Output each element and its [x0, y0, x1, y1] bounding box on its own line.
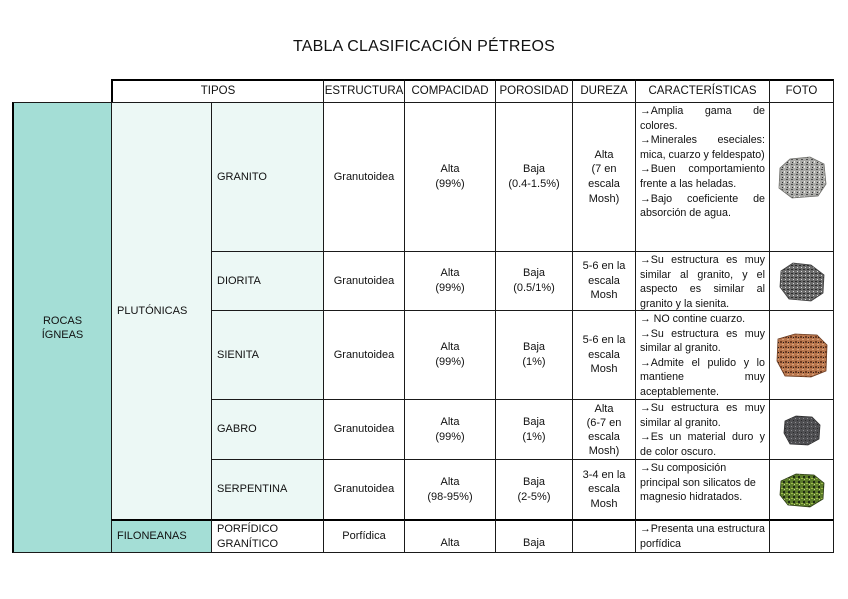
compacidad-line: (99%)	[435, 282, 465, 294]
dureza-line: Mosh	[590, 497, 618, 510]
dureza-line: escala	[588, 483, 620, 496]
compacidad-cell	[404, 102, 496, 252]
porosidad-line: Baja	[522, 341, 546, 354]
subgroup-filoneanas: FILONEANAS	[111, 519, 212, 553]
dureza-line: escala	[588, 178, 620, 190]
compacidad-line: (99%)	[435, 430, 465, 443]
dureza-line: 5-6 en la	[582, 260, 626, 273]
estructura-cell: Granutoidea	[323, 251, 405, 311]
caracteristica-item: →Es un material duro y de color oscuro.	[640, 431, 765, 458]
caracteristicas-cell	[635, 399, 770, 460]
compacidad-line: Alta	[440, 163, 460, 176]
estructura-cell: Granutoidea	[323, 459, 405, 520]
caracteristicas-cell	[635, 519, 770, 553]
caracteristica-item: →Buen comportamiento frente a las heladas.	[640, 163, 765, 190]
compacidad-cell	[404, 310, 496, 400]
caracteristicas-cell	[635, 102, 770, 252]
estructura-cell: Granutoidea	[323, 102, 405, 252]
header-compacidad: COMPACIDAD	[404, 79, 496, 103]
caracteristica-item: →Su composición principal son silicatos de magnesio hidratados.	[640, 462, 756, 504]
header-tipos: TIPOS	[111, 79, 324, 103]
caracteristicas-cell	[635, 459, 770, 520]
dureza-line: 5-6 en la	[582, 334, 626, 347]
compacidad-line: (98-95%)	[427, 490, 473, 503]
compacidad-cell	[404, 251, 496, 311]
dureza-cell	[572, 519, 636, 553]
porosidad-line: (1%)	[522, 356, 546, 368]
compacidad-line: Alta	[440, 341, 460, 354]
dureza-line: escala	[588, 430, 620, 443]
header-estructura: ESTRUCTURA	[323, 79, 405, 103]
rock-name-diorita: DIORITA	[211, 251, 324, 311]
group-rocas-igneas	[12, 102, 112, 553]
header-foto: FOTO	[769, 79, 834, 103]
dureza-line: 3-4 en la	[582, 468, 626, 481]
dureza-line: (7 en	[591, 163, 617, 176]
rock-name-sienita: SIENITA	[211, 310, 324, 400]
rock-name-granito: GRANITO	[211, 102, 324, 252]
dureza-line: Mosh)	[588, 192, 620, 205]
compacidad-line: Alta	[440, 267, 460, 280]
compacidad-line: Alta	[440, 415, 460, 428]
gabbro-photo	[769, 399, 834, 460]
estructura-cell: Granutoidea	[323, 399, 405, 460]
caracteristicas-cell	[635, 310, 770, 400]
porosidad-cell: Baja	[495, 519, 573, 553]
porosidad-line: (1%)	[522, 430, 546, 443]
dureza-line: Mosh	[590, 289, 618, 302]
compacidad-line: (99%)	[435, 178, 465, 190]
porosidad-cell	[495, 310, 573, 400]
porosidad-cell	[495, 251, 573, 311]
caracteristica-item: →Su estructura es muy similar al granito.	[640, 327, 765, 355]
compacidad-cell	[404, 399, 496, 460]
caracteristicas-cell	[635, 251, 770, 311]
dureza-cell	[572, 251, 636, 311]
dureza-line: Mosh)	[588, 444, 620, 457]
compacidad-cell: Alta	[404, 519, 496, 553]
caracteristica-item: →Su estructura es muy similar al granito.	[640, 402, 765, 429]
rock-name-label: PORFÍDICO GRANÍTICO	[217, 522, 279, 550]
rock-name-serpentina: SERPENTINA	[211, 459, 324, 520]
dureza-cell	[572, 459, 636, 520]
estructura-cell: Porfídica	[323, 519, 405, 553]
dureza-cell	[572, 310, 636, 400]
dureza-cell	[572, 399, 636, 460]
porosidad-line: Baja	[522, 267, 546, 280]
serpentine-photo	[769, 459, 834, 520]
porosidad-line: Baja	[522, 475, 546, 488]
caracteristica-item: →Amplia gama de colores.	[640, 105, 765, 132]
dureza-line: Alta	[594, 148, 614, 161]
header-porosidad: POROSIDAD	[495, 79, 573, 103]
rock-name-porfidico-granitico	[211, 519, 324, 553]
granite-photo	[769, 102, 834, 252]
syenite-photo	[769, 310, 834, 400]
dureza-line: Alta	[594, 402, 614, 415]
porosidad-cell	[495, 102, 573, 252]
compacidad-line: (99%)	[435, 356, 465, 368]
header-caracteristicas: CARACTERÍSTICAS	[635, 79, 770, 103]
caracteristica-item: →Minerales eseciales: mica, cuarzo y feldespato)	[640, 134, 765, 161]
estructura-cell: Granutoidea	[323, 310, 405, 400]
group-label: ROCAS ÍGNEAS	[41, 314, 84, 341]
page-title: TABLA CLASIFICACIÓN PÉTREOS	[292, 38, 556, 55]
dureza-line: (6-7 en	[586, 416, 622, 429]
header-dureza: DUREZA	[572, 79, 636, 103]
caracteristica-item: → NO contine cuarzo.	[640, 313, 746, 325]
porosidad-line: Baja	[522, 415, 546, 428]
porosidad-cell	[495, 459, 573, 520]
caracteristica-item: →Bajo coeficiente de absorción de agua.	[640, 192, 765, 220]
dureza-line: Mosh	[590, 363, 618, 376]
dureza-line: escala	[588, 274, 620, 287]
porosidad-line: (0.5/1%)	[513, 282, 555, 294]
subgroup-plutonicas: PLUTÓNICAS	[111, 102, 212, 520]
caracteristica-item: →Admite el pulido y lo mantiene muy aceptablemente.	[640, 356, 765, 398]
compacidad-line: Alta	[440, 475, 460, 488]
porosidad-line: Baja	[522, 163, 546, 176]
porosidad-line: (2-5%)	[517, 490, 551, 503]
porosidad-cell	[495, 399, 573, 460]
caracteristica-item: →Presenta una estructura porfídica	[640, 523, 765, 550]
photo-cell-empty	[769, 519, 834, 553]
diorite-photo	[769, 251, 834, 311]
porosidad-line: (0.4-1.5%)	[508, 178, 560, 190]
caracteristica-item: →Su estructura es muy similar al granito, y el aspecto es similar al granito y la sienita.	[640, 254, 765, 310]
dureza-line: escala	[588, 348, 620, 361]
rock-name-gabro: GABRO	[211, 399, 324, 460]
compacidad-cell	[404, 459, 496, 520]
dureza-cell	[572, 102, 636, 252]
